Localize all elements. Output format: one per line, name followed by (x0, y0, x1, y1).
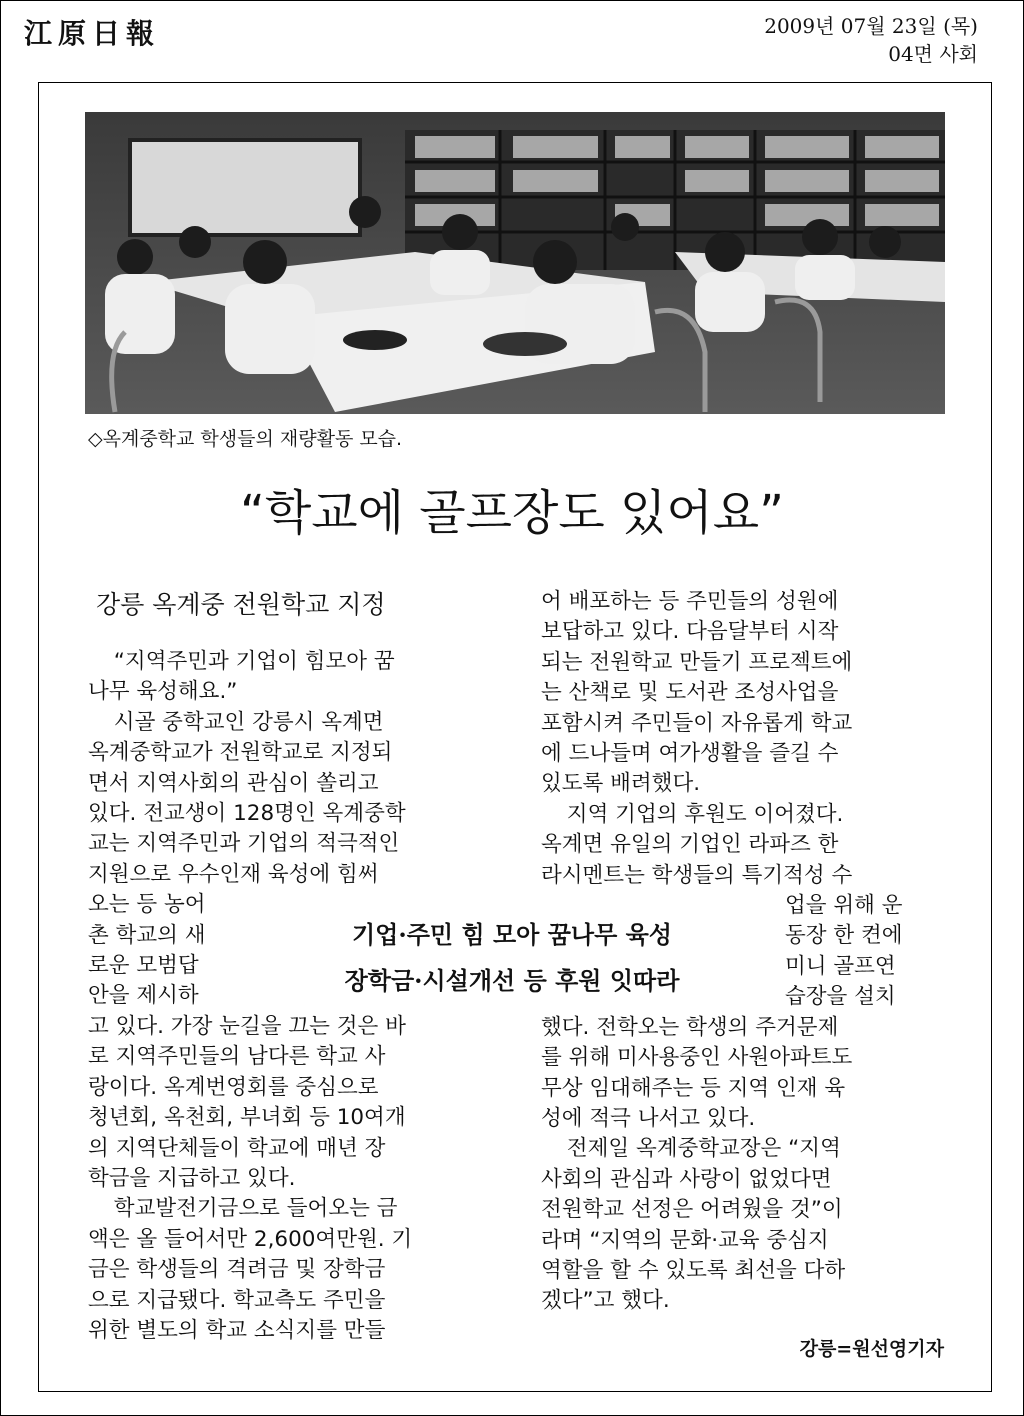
body-line: 액은 올 들어서만 2,600여만원. 기 (88, 1226, 413, 1252)
body-line: 포함시켜 주민들이 자유롭게 학교 (541, 710, 853, 736)
body-line: 로운 모범답 (88, 953, 199, 979)
body-line: 옥계면 유일의 기업인 라파즈 한 (541, 832, 839, 858)
body-line: 나무 육성해요.” (88, 679, 238, 705)
body-line: 의 지역단체들이 학교에 매년 장 (88, 1135, 386, 1161)
body-line: 안을 제시하 (88, 983, 199, 1009)
body-line: 에 드나들며 여가생활을 즐길 수 (541, 741, 839, 767)
body-line: 학교발전기금으로 들어오는 금 (113, 1196, 398, 1222)
body-line: 무상 임대해주는 등 지역 인재 육 (541, 1075, 846, 1101)
body-line: 청년회, 옥천회, 부녀회 등 10여개 (88, 1105, 406, 1131)
headline: “학교에 골프장도 있어요” (240, 485, 784, 541)
body-line: 사회의 관심과 사랑이 없었다면 (541, 1166, 832, 1192)
pull-quote-line: 기업·주민 힘 모아 꿈나무 육성 (352, 920, 672, 949)
body-line: 촌 학교의 새 (88, 922, 206, 948)
body-line: 전원학교 선정은 어려웠을 것”이 (541, 1197, 843, 1223)
body-line: 지원으로 우수인재 육성에 힘써 (88, 861, 379, 887)
body-line: 으로 지급됐다. 학교측도 주민을 (88, 1287, 386, 1313)
body-line: 교는 지역주민과 기업의 적극적인 (88, 831, 400, 857)
body-line: 동장 한 켠에 (785, 923, 903, 949)
body-line: 되는 전원학교 만들기 프로젝트에 (541, 649, 853, 675)
page-section: 04면 사회 (888, 42, 978, 66)
body-line: 업을 위해 운 (785, 893, 903, 919)
body-line: 라시멘트는 학생들의 특기적성 수 (541, 862, 853, 888)
pull-quote-line: 장학금·시설개선 등 후원 잇따라 (344, 966, 680, 995)
publication-date: 2009년 07월 23일 (목) (764, 14, 978, 38)
body-line: 했다. 전학오는 학생의 주거문제 (541, 1014, 839, 1040)
body-line: 보답하고 있다. 다음달부터 시작 (541, 619, 839, 645)
body-line: 지역 기업의 후원도 이어졌다. (566, 801, 844, 827)
body-line: 미니 골프연 (785, 953, 896, 979)
body-line: 어 배포하는 등 주민들의 성원에 (541, 589, 839, 614)
body-line: 성에 적극 나서고 있다. (541, 1105, 756, 1131)
article-photo (85, 112, 945, 414)
body-line: 습장을 설치 (785, 984, 896, 1010)
body-line: 전제일 옥계중학교장은 “지역 (566, 1136, 841, 1162)
byline: 강릉=원선영기자 (799, 1338, 944, 1360)
body-line: 겠다”고 했다. (541, 1288, 670, 1314)
body-line: 를 위해 미사용중인 사원아파트도 (541, 1045, 853, 1071)
body-line: 시골 중학교인 강릉시 옥계면 (113, 709, 384, 735)
pull-quote (262, 912, 762, 1004)
body-line: “지역주민과 기업이 힘모아 꿈 (113, 649, 395, 674)
body-line: 옥계중학교가 전원학교로 지정되 (88, 740, 393, 766)
body-line: 위한 별도의 학교 소식지를 만들 (88, 1317, 386, 1343)
dateline (764, 12, 978, 68)
newspaper-masthead: 江原日報 (24, 17, 161, 50)
body-line: 랑이다. 옥계번영회를 중심으로 (88, 1074, 379, 1100)
body-line: 고 있다. 가장 눈길을 끄는 것은 바 (88, 1013, 406, 1039)
body-line: 는 산책로 및 도서관 조성사업을 (541, 680, 839, 706)
body-line: 라며 “지역의 문화·교육 중심지 (541, 1227, 829, 1253)
photo-caption: ◇옥계중학교 학생들의 재량활동 모습. (88, 428, 403, 450)
subheadline: 강릉 옥계중 전원학교 지정 (96, 590, 386, 619)
body-line: 역할을 할 수 있도록 최선을 다하 (541, 1257, 846, 1283)
body-line: 있도록 배려했다. (541, 771, 701, 797)
body-line: 학금을 지급하고 있다. (88, 1165, 296, 1191)
body-line: 금은 학생들의 격려금 및 장학금 (88, 1257, 386, 1283)
body-line: 면서 지역사회의 관심이 쏠리고 (88, 770, 379, 796)
body-line: 있다. 전교생이 128명인 옥계중학 (88, 801, 406, 827)
body-line: 로 지역주민들의 남다른 학교 사 (88, 1044, 386, 1070)
body-line: 오는 등 농어 (88, 892, 206, 918)
